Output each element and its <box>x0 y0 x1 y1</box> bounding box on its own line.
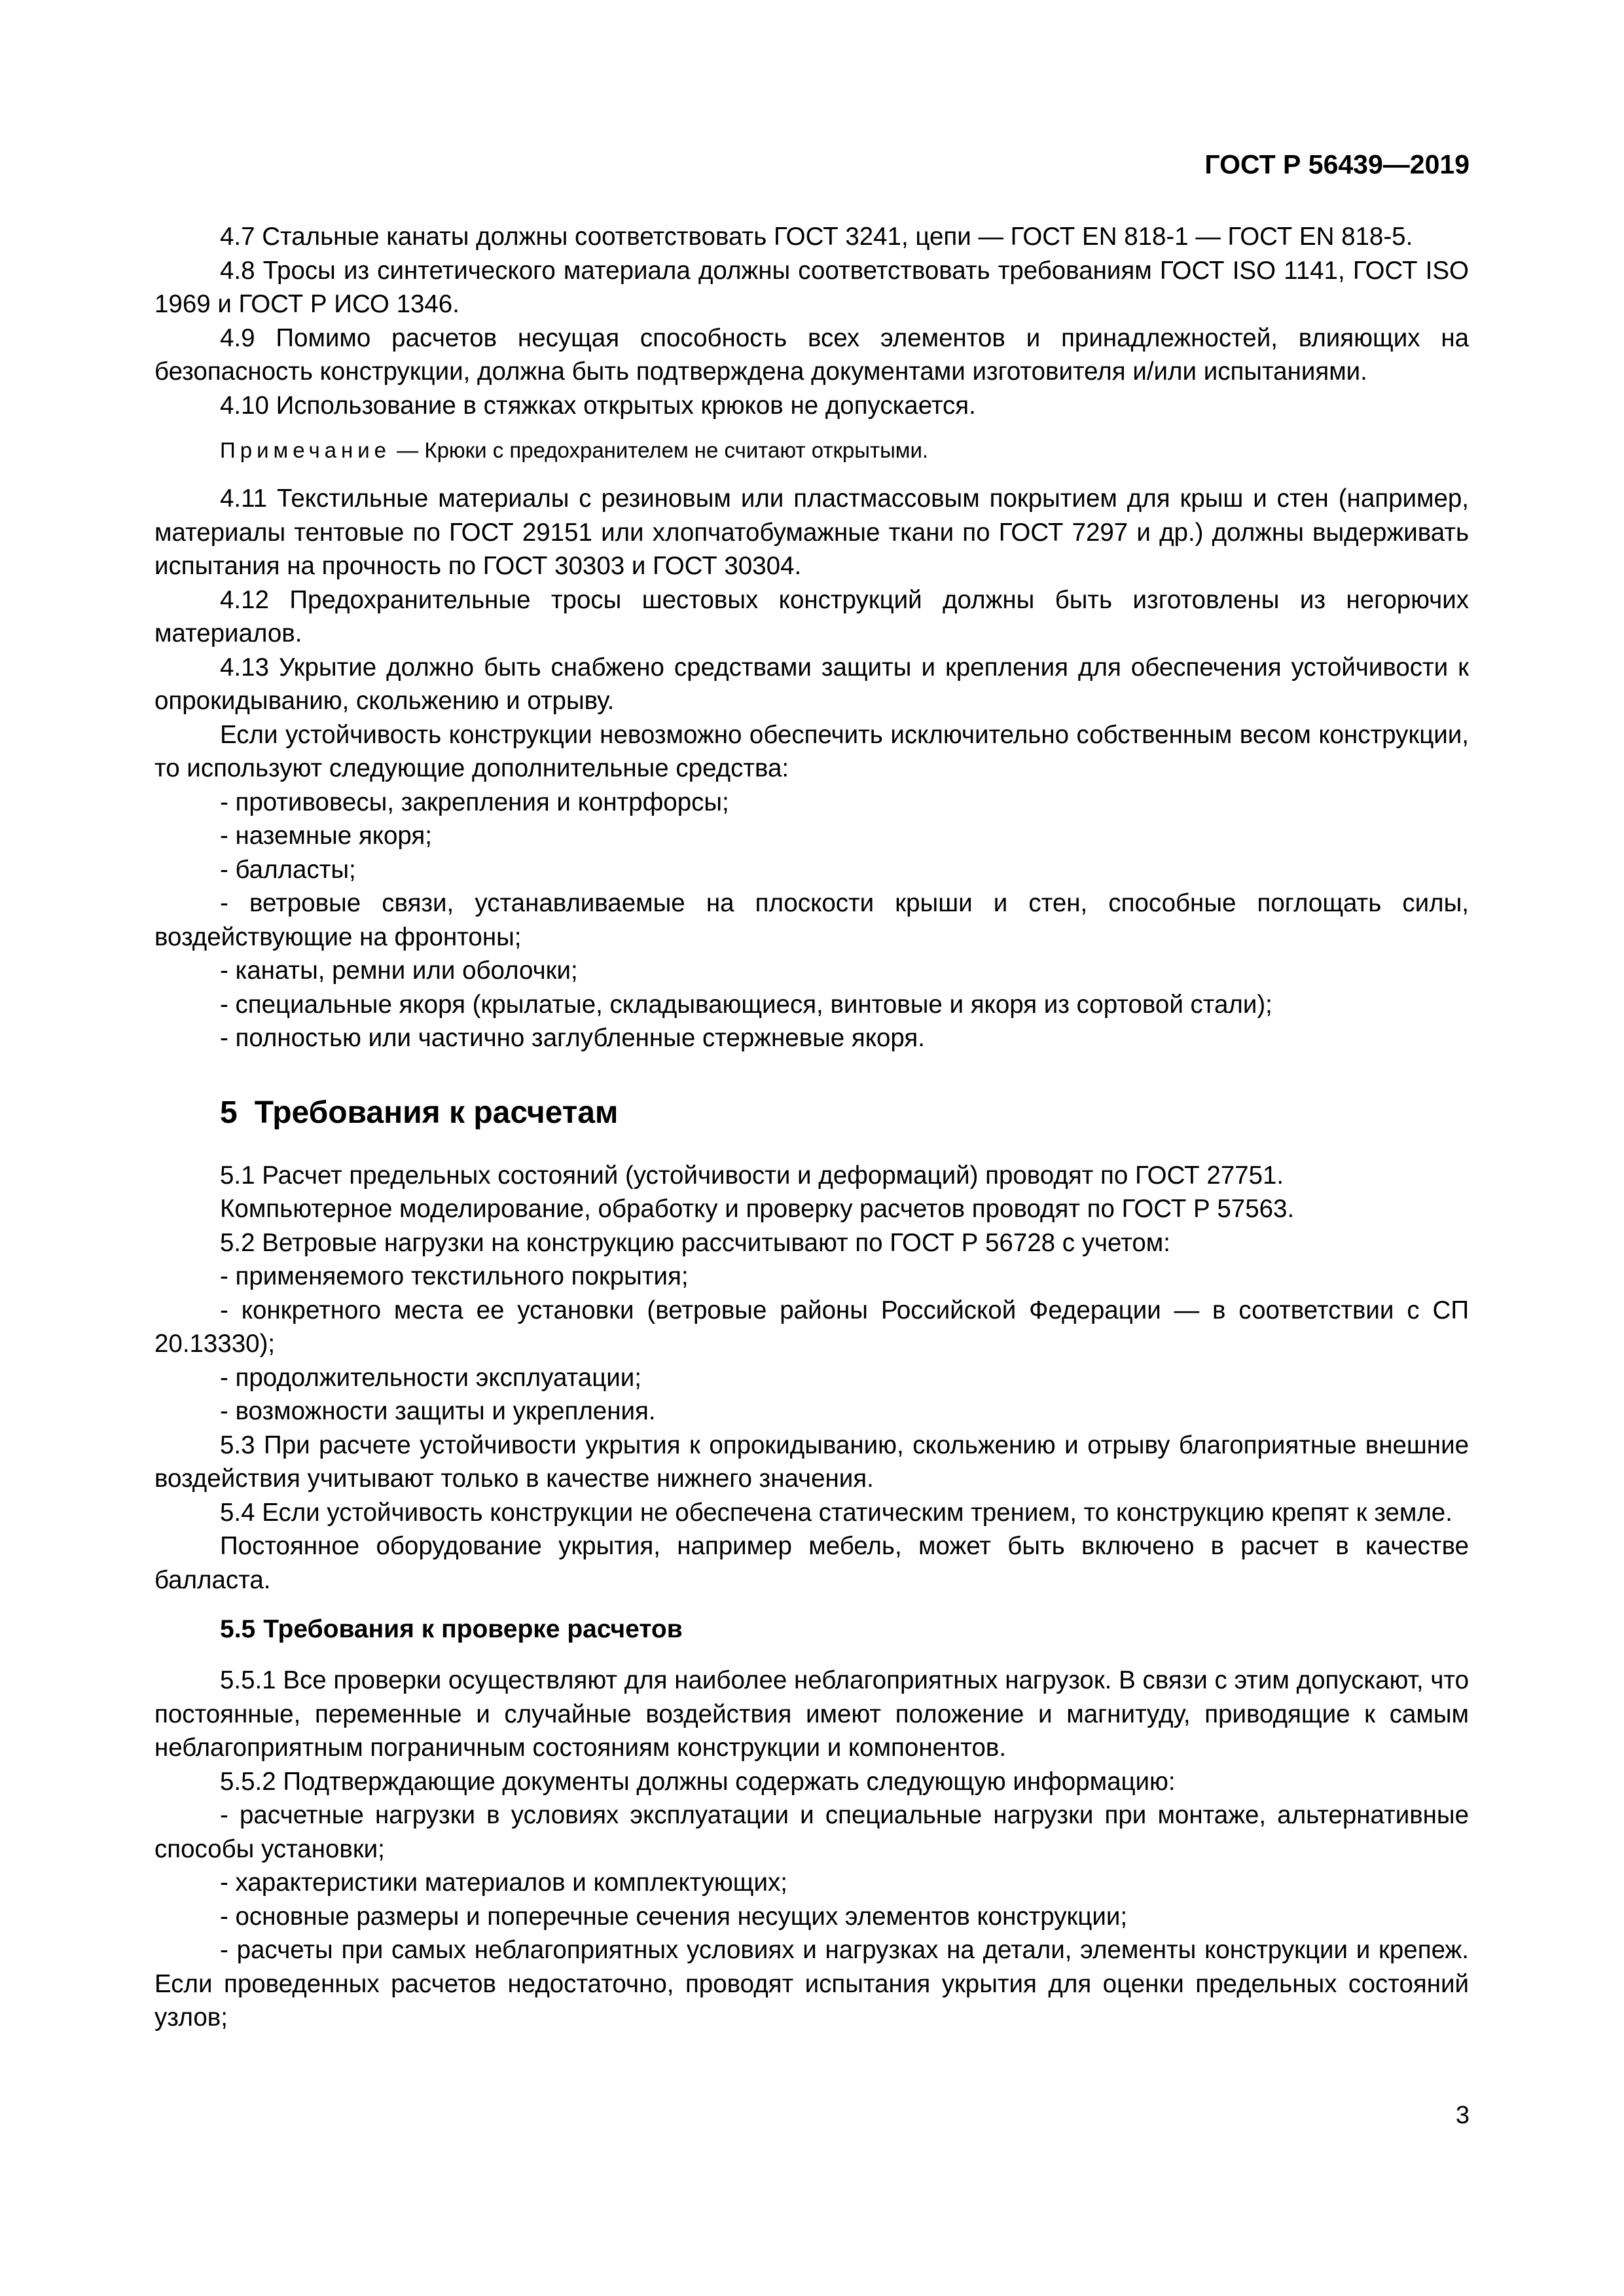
clause-4-13: 4.13 Укрытие должно быть снабжено средствами защиты и крепления для обеспечения устойчивости к опрокидыванию, скольжению и отрыву. <box>154 653 1469 715</box>
page-number: 3 <box>1455 2102 1470 2129</box>
clause-5-1-continuation: Компьютерное моделирование, обработку и проверку расчетов проводят по ГОСТ Р 57563. <box>220 1195 1295 1223</box>
clause-4-12: 4.12 Предохранительные тросы шестовых конструкций должны быть изготовлены из негорючих материалов. <box>154 585 1469 647</box>
list-item: - конкретного места ее установки (ветровые районы Российской Федерации — в соответствии с СП 20.13330); <box>154 1296 1469 1358</box>
clause-5-3: 5.3 При расчете устойчивости укрытия к опрокидыванию, скольжению и отрыву благоприятные внешние воздействия учитывают только в качестве нижнего значения. <box>154 1430 1469 1493</box>
subsection-5-5-title: Требования к проверке расчетов <box>263 1615 683 1643</box>
list-item: - полностью или частично заглубленные стержневые якоря. <box>220 1024 925 1052</box>
list-item: - применяемого текстильного покрытия; <box>220 1262 689 1290</box>
clause-5-5-1: 5.5.1 Все проверки осуществляют для наиболее неблагоприятных нагрузок. В связи с этим допускают, что постоянные, переменные и случайные воздействия имеют положение и магнитуду, приводящие к самым неблагоприятным пограничным состояниям конструкции и компонентов. <box>154 1666 1469 1762</box>
section-5-title: Требования к расчетам <box>254 1095 619 1130</box>
clause-4-9: 4.9 Помимо расчетов несущая способность всех элементов и принадлежностей, влияющих на безопасность конструкции, должна быть подтверждена документами изготовителя и/или испытаниями. <box>154 323 1469 386</box>
list-item: - ветровые связи, устанавливаемые на плоскости крыши и стен, способные поглощать силы, воздействующие на фронтоны; <box>154 889 1469 951</box>
clause-5-4-continuation: Постоянное оборудование укрытия, например мебель, может быть включено в расчет в качестве балласта. <box>154 1532 1469 1594</box>
clause-4-8: 4.8 Тросы из синтетического материала должны соответствовать требованиям ГОСТ ISO 1141, ГОСТ ISO 1969 и ГОСТ Р ИСО 1346. <box>154 256 1469 318</box>
clause-5-2: 5.2 Ветровые нагрузки на конструкцию рассчитывают по ГОСТ Р 56728 с учетом: <box>220 1228 1170 1257</box>
document-body <box>154 220 1469 2035</box>
list-item: - расчеты при самых неблагоприятных условиях и нагрузках на детали, элементы конструкции и крепеж. Если проведенных расчетов недостаточно, проводят испытания укрытия для оценки предельных состояний узлов; <box>154 1936 1469 2032</box>
clause-5-1: 5.1 Расчет предельных состояний (устойчивости и деформаций) проводят по ГОСТ 27751. <box>220 1161 1284 1190</box>
clause-4-7: 4.7 Стальные канаты должны соответствовать ГОСТ 3241, цепи — ГОСТ EN 818-1 — ГОСТ EN 818-5. <box>220 223 1413 251</box>
note <box>154 435 1469 465</box>
list-item: - балласты; <box>220 855 356 884</box>
subsection-5-5-number: 5.5 <box>220 1615 256 1643</box>
clause-5-5-2: 5.5.2 Подтверждающие документы должны содержать следующую информацию: <box>220 1767 1176 1796</box>
list-item: - расчетные нагрузки в условиях эксплуатации и специальные нагрузки при монтаже, альтернативные способы установки; <box>154 1801 1469 1863</box>
list-item: - специальные якоря (крылатые, складывающиеся, винтовые и якоря из сортовой стали); <box>220 990 1272 1019</box>
clause-4-11: 4.11 Текстильные материалы с резиновым или пластмассовым покрытием для крыш и стен (например, материалы тентовые по ГОСТ 29151 или хлопчатобумажные ткани по ГОСТ 7297 и др.) должны выдерживать испытания на прочность по ГОСТ 30303 и ГОСТ 30304. <box>154 484 1469 580</box>
list-item: - канаты, ремни или оболочки; <box>220 957 578 985</box>
clause-4-13-continuation: Если устойчивость конструкции невозможно обеспечить исключительно собственным весом конструкции, то используют следующие дополнительные средства: <box>154 720 1469 782</box>
document-code-header: ГОСТ Р 56439—2019 <box>1204 149 1470 179</box>
list-item: - противовесы, закрепления и контрфорсы; <box>220 788 729 816</box>
subsection-5-5-heading <box>220 1613 1469 1647</box>
list-item: - основные размеры и поперечные сечения несущих элементов конструкции; <box>220 1902 1128 1931</box>
list-item: - характеристики материалов и комплектующих; <box>220 1868 787 1897</box>
note-text: — Крюки с предохранителем не считают открытыми. <box>391 438 929 462</box>
note-label: Примечание <box>220 438 391 462</box>
section-5-number: 5 <box>220 1095 238 1130</box>
list-item: - наземные якоря; <box>220 822 432 850</box>
clause-5-4: 5.4 Если устойчивость конструкции не обеспечена статическим трением, то конструкцию крепят к земле. <box>220 1498 1453 1527</box>
list-item: - продолжительности эксплуатации; <box>220 1363 641 1392</box>
clause-4-10: 4.10 Использование в стяжках открытых крюков не допускается. <box>220 391 976 420</box>
list-item: - возможности защиты и укрепления. <box>220 1397 656 1425</box>
section-5-heading <box>220 1093 1469 1133</box>
